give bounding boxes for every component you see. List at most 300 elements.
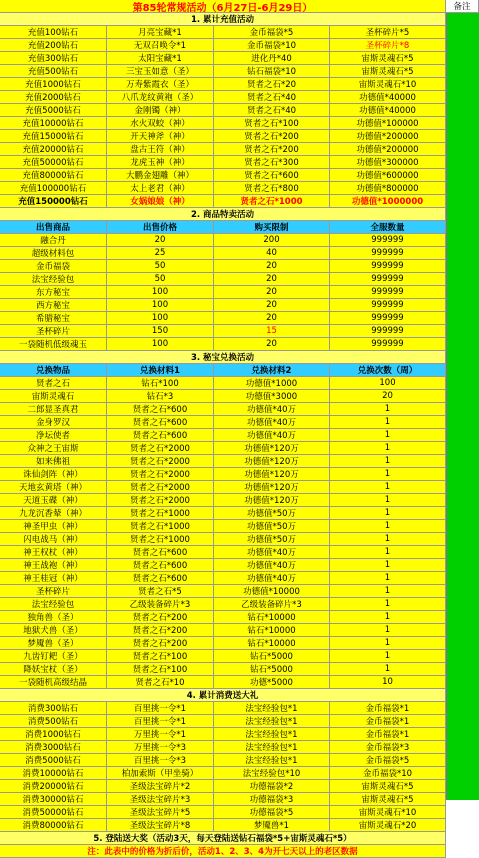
recharge-row-cell: 女娲娘娘（神） — [107, 195, 214, 208]
exchange-row-cell: 功德值*40万 — [214, 416, 330, 429]
consume-row — [0, 715, 479, 728]
recharge-row-cell: 太阳宝藏*1 — [107, 52, 214, 65]
shop-row-cell: 999999 — [330, 338, 446, 351]
exchange-row-cell: 1 — [330, 429, 446, 442]
recharge-row-cell: 宙斯灵魂石*5 — [330, 52, 446, 65]
exchange-row-cell: 1 — [330, 533, 446, 546]
recharge-row-cell: 开天神斧（神） — [107, 130, 214, 143]
recharge-row-cell: 功德值*200000 — [330, 143, 446, 156]
shop-row-cell: 100 — [107, 312, 214, 325]
recharge-row-cell: 进化丹*40 — [214, 52, 330, 65]
consume-row-cell: 梦魇兽*1 — [214, 819, 330, 832]
consume-row-cell: 金币福袋*10 — [330, 767, 446, 780]
recharge-row-cell: 功德值*800000 — [330, 182, 446, 195]
exchange-row-cell: 功德值*50万 — [214, 520, 330, 533]
section-consume-title: 4. 累计消费送大礼 — [0, 689, 446, 702]
consume-row-cell: 金币福袋*5 — [330, 754, 446, 767]
exchange-row-cell: 天地玄黄塔（神） — [0, 481, 107, 494]
exchange-row — [0, 559, 479, 572]
exchange-header-row — [0, 364, 479, 377]
consume-row-cell: 法宝经验包*1 — [214, 741, 330, 754]
exchange-row-cell: 贤者之石*600 — [107, 403, 214, 416]
exchange-row-cell: 神圣甲虫（神） — [0, 520, 107, 533]
exchange-row-cell: 神王权杖（神） — [0, 546, 107, 559]
recharge-row-cell: 金币福袋*5 — [214, 26, 330, 39]
shop-row-cell: 100 — [107, 286, 214, 299]
exchange-row-cell: 钻石*10000 — [214, 624, 330, 637]
exchange-row-cell: 贤者之石*2000 — [107, 494, 214, 507]
consume-row-cell: 宙斯灵魂石*5 — [330, 793, 446, 806]
recharge-row-cell: 功德值*100000 — [330, 117, 446, 130]
exchange-row-cell: 1 — [330, 507, 446, 520]
exchange-row-cell: 金身罗汉 — [0, 416, 107, 429]
exchange-row-cell: 贤者之石*200 — [107, 624, 214, 637]
consume-row-cell: 金币福袋*3 — [330, 741, 446, 754]
recharge-row — [0, 117, 479, 130]
exchange-row-cell: 钻石*10000 — [214, 611, 330, 624]
shop-row-cell: 圣杯碎片 — [0, 325, 107, 338]
exchange-row-cell: 降妖宝杖（圣） — [0, 663, 107, 676]
exchange-row-cell: 1 — [330, 637, 446, 650]
exchange-row-cell: 1 — [330, 455, 446, 468]
exchange-row-cell: 1 — [330, 598, 446, 611]
exchange-row-cell: 功德值*120万 — [214, 494, 330, 507]
exchange-row-cell: 诛仙剑阵（神） — [0, 468, 107, 481]
exchange-row-cell: 贤者之石*1000 — [107, 520, 214, 533]
recharge-row-cell: 充值50000钻石 — [0, 156, 107, 169]
consume-row-cell: 消费5000钻石 — [0, 754, 107, 767]
recharge-row-cell: 无双召唤令*1 — [107, 39, 214, 52]
consume-row-cell: 金币福袋*1 — [330, 728, 446, 741]
exchange-row-cell: 功德值*120万 — [214, 442, 330, 455]
shop-row-cell: 999999 — [330, 286, 446, 299]
exchange-row-cell: 贤者之石*2000 — [107, 442, 214, 455]
recharge-row-cell: 充值2000钻石 — [0, 91, 107, 104]
recharge-row-cell: 金刚镯（神） — [107, 104, 214, 117]
shop-row-cell: 100 — [107, 299, 214, 312]
exchange-row — [0, 598, 479, 611]
shop-row-cell: 999999 — [330, 247, 446, 260]
consume-row-cell: 圣级法宝碎片*2 — [107, 780, 214, 793]
consume-row-cell: 功德福袋*3 — [214, 793, 330, 806]
shop-row — [0, 286, 479, 299]
exchange-row-cell: 贤者之石*600 — [107, 416, 214, 429]
exchange-row — [0, 494, 479, 507]
consume-row-cell: 百里挑一令*3 — [107, 754, 214, 767]
exchange-row — [0, 650, 479, 663]
exchange-row — [0, 546, 479, 559]
recharge-row-cell: 充值1000钻石 — [0, 78, 107, 91]
shop-row-cell: 15 — [214, 325, 330, 338]
consume-row-cell: 消费30000钻石 — [0, 793, 107, 806]
exchange-row — [0, 468, 479, 481]
shop-row-cell: 20 — [214, 273, 330, 286]
exchange-row-cell: 1 — [330, 468, 446, 481]
exchange-row-cell: 1 — [330, 663, 446, 676]
recharge-row-cell: 金币福袋*10 — [214, 39, 330, 52]
exchange-row — [0, 533, 479, 546]
recharge-row — [0, 182, 479, 195]
consume-row-cell: 消费3000钻石 — [0, 741, 107, 754]
exchange-row-cell: 如来佛祖 — [0, 455, 107, 468]
consume-row — [0, 754, 479, 767]
recharge-row-cell: 充值100000钻石 — [0, 182, 107, 195]
shop-row — [0, 299, 479, 312]
shop-row — [0, 273, 479, 286]
recharge-row-cell: 充值5000钻石 — [0, 104, 107, 117]
consume-row-cell: 消费500钻石 — [0, 715, 107, 728]
exchange-row — [0, 455, 479, 468]
recharge-row — [0, 65, 479, 78]
exchange-row-cell: 钻石*3 — [107, 390, 214, 403]
recharge-row-cell: 钻石福袋*10 — [214, 65, 330, 78]
exchange-row-cell: 100 — [330, 377, 446, 390]
consume-row-cell: 法宝经验包*1 — [214, 715, 330, 728]
exchange-row-cell: 1 — [330, 611, 446, 624]
recharge-row — [0, 78, 479, 91]
exchange-row-cell: 钻石*10000 — [214, 637, 330, 650]
consume-row-cell: 消费20000钻石 — [0, 780, 107, 793]
consume-row-cell: 消费80000钻石 — [0, 819, 107, 832]
shop-row-cell: 希腊秘宝 — [0, 312, 107, 325]
recharge-row-cell: 贤者之石*200 — [214, 143, 330, 156]
recharge-row-cell: 充值150000钻石 — [0, 195, 107, 208]
exchange-row-cell: 功德值*3000 — [214, 390, 330, 403]
shop-row-cell: 999999 — [330, 312, 446, 325]
exchange-row-cell: 钻石*100 — [107, 377, 214, 390]
consume-row-cell: 万里挑一令*1 — [107, 728, 214, 741]
recharge-row-cell: 充值300钻石 — [0, 52, 107, 65]
exchange-row-cell: 贤者之石*10 — [107, 676, 214, 689]
consume-row — [0, 767, 479, 780]
recharge-row — [0, 130, 479, 143]
exchange-row-cell: 一袋随机高级结晶 — [0, 676, 107, 689]
shop-row — [0, 247, 479, 260]
exchange-row — [0, 481, 479, 494]
recharge-row-cell: 功德值*40000 — [330, 104, 446, 117]
exchange-row-cell: 贤者之石*1000 — [107, 533, 214, 546]
exchange-row-cell: 闪电战马（神） — [0, 533, 107, 546]
recharge-row — [0, 39, 479, 52]
exchange-row-cell: 天道玉碟（神） — [0, 494, 107, 507]
recharge-row-cell: 贤者之石*40 — [214, 104, 330, 117]
shop-row-cell: 法宝经验包 — [0, 273, 107, 286]
recharge-row-cell: 贤者之石*20 — [214, 78, 330, 91]
exchange-row-cell: 钻石*5000 — [214, 663, 330, 676]
exchange-row-cell: 法宝经验包 — [0, 598, 107, 611]
exchange-row-cell: 贤者之石*600 — [107, 429, 214, 442]
shop-row-cell: 一袋随机低级魂玉 — [0, 338, 107, 351]
exchange-row-cell: 众神之王宙斯 — [0, 442, 107, 455]
exchange-row-cell: 贤者之石*600 — [107, 546, 214, 559]
recharge-row-cell: 充值15000钻石 — [0, 130, 107, 143]
exchange-row-cell: 二郎显圣真君 — [0, 403, 107, 416]
exchange-row-cell: 功德值*40万 — [214, 559, 330, 572]
recharge-row-cell: 功德值*1000000 — [330, 195, 446, 208]
consume-row — [0, 819, 479, 832]
consume-row-cell: 法宝经验包*1 — [214, 754, 330, 767]
shop-row-cell: 50 — [107, 260, 214, 273]
shop-row-cell: 东方秘宝 — [0, 286, 107, 299]
exchange-row-cell: 1 — [330, 624, 446, 637]
recharge-row-cell: 大鹏金翅雕（神） — [107, 169, 214, 182]
shop-header-row — [0, 221, 479, 234]
shop-row-cell: 20 — [214, 338, 330, 351]
consume-row-cell: 功德福袋*5 — [214, 806, 330, 819]
exchange-row-cell: 九齿钉耙（圣） — [0, 650, 107, 663]
exchange-row-cell: 钻石*5000 — [214, 650, 330, 663]
exchange-row-cell: 乙级装备碎片*3 — [214, 598, 330, 611]
recharge-row — [0, 156, 479, 169]
exchange-row-cell: 1 — [330, 650, 446, 663]
shop-row-cell: 超级材料包 — [0, 247, 107, 260]
consume-row-cell: 宙斯灵魂石*10 — [330, 806, 446, 819]
exchange-row — [0, 624, 479, 637]
section-shop-title: 2. 商品特卖活动 — [0, 208, 446, 221]
exchange-row — [0, 637, 479, 650]
exchange-row — [0, 611, 479, 624]
exchange-row-cell: 地狱犬兽（圣） — [0, 624, 107, 637]
shop-row-cell: 20 — [214, 299, 330, 312]
shop-row — [0, 312, 479, 325]
consume-row — [0, 702, 479, 715]
recharge-row-cell: 月亮宝藏*1 — [107, 26, 214, 39]
exchange-row-cell: 1 — [330, 546, 446, 559]
exchange-row-cell: 20 — [330, 390, 446, 403]
shop-row-cell: 金币福袋 — [0, 260, 107, 273]
shop-row-cell: 25 — [107, 247, 214, 260]
shop-header-total: 全服数量 — [330, 221, 446, 234]
consume-row-cell: 宙斯灵魂石*20 — [330, 819, 446, 832]
exchange-row-cell: 贤者之石*200 — [107, 637, 214, 650]
shop-row-cell: 999999 — [330, 325, 446, 338]
exchange-row-cell: 1 — [330, 585, 446, 598]
exchange-header-mat1: 兑换材料1 — [107, 364, 214, 377]
shop-row-cell: 20 — [214, 312, 330, 325]
exchange-row — [0, 585, 479, 598]
recharge-row-cell: 充值100钻石 — [0, 26, 107, 39]
exchange-row-cell: 净坛使者 — [0, 429, 107, 442]
recharge-row-cell: 贤者之石*200 — [214, 130, 330, 143]
exchange-row-cell: 贤者之石*600 — [107, 559, 214, 572]
consume-row-cell: 消费300钻石 — [0, 702, 107, 715]
remark-header: 备注 — [446, 0, 479, 13]
exchange-row-cell: 功德值*50万 — [214, 507, 330, 520]
consume-row-cell: 百里挑一令*1 — [107, 715, 214, 728]
exchange-row-cell: 1 — [330, 442, 446, 455]
recharge-row-cell: 贤者之石*600 — [214, 169, 330, 182]
recharge-row — [0, 143, 479, 156]
exchange-row — [0, 416, 479, 429]
consume-row-cell: 消费1000钻石 — [0, 728, 107, 741]
exchange-header-item: 兑换物品 — [0, 364, 107, 377]
exchange-row-cell: 贤者之石*2000 — [107, 481, 214, 494]
shop-row-cell: 西方秘宝 — [0, 299, 107, 312]
exchange-row — [0, 429, 479, 442]
recharge-row-cell: 功德值*200000 — [330, 130, 446, 143]
exchange-row-cell: 贤者之石*100 — [107, 650, 214, 663]
exchange-row-cell: 功德值*1000 — [214, 377, 330, 390]
shop-header-price: 出售价格 — [107, 221, 214, 234]
recharge-row-cell: 八爪龙纹黄袍（圣） — [107, 91, 214, 104]
recharge-row-cell: 功德值*40000 — [330, 91, 446, 104]
exchange-row-cell: 10 — [330, 676, 446, 689]
exchange-row — [0, 507, 479, 520]
exchange-row-cell: 九龙沉香辇（神） — [0, 507, 107, 520]
shop-row-cell: 融合丹 — [0, 234, 107, 247]
shop-row-cell: 999999 — [330, 273, 446, 286]
exchange-row-cell: 独角兽（圣） — [0, 611, 107, 624]
exchange-row-cell: 梦魇兽（圣） — [0, 637, 107, 650]
consume-row-cell: 圣级法宝碎片*5 — [107, 806, 214, 819]
consume-row-cell: 功德福袋*2 — [214, 780, 330, 793]
exchange-row — [0, 676, 479, 689]
exchange-row-cell: 1 — [330, 416, 446, 429]
recharge-row-cell: 宙斯灵魂石*5 — [330, 65, 446, 78]
recharge-row — [0, 104, 479, 117]
consume-row — [0, 806, 479, 819]
exchange-row-cell: 功德值*120万 — [214, 455, 330, 468]
exchange-row-cell: 功德值*40万 — [214, 403, 330, 416]
recharge-row-cell: 太上老君（神） — [107, 182, 214, 195]
consume-row-cell: 百里挑一令*1 — [107, 702, 214, 715]
shop-row-cell: 40 — [214, 247, 330, 260]
exchange-row-cell: 功德值*120万 — [214, 468, 330, 481]
recharge-row — [0, 91, 479, 104]
recharge-row — [0, 195, 479, 208]
exchange-row-cell: 功德值*120万 — [214, 481, 330, 494]
exchange-row-cell: 1 — [330, 403, 446, 416]
consume-row-cell: 法宝经验包*1 — [214, 702, 330, 715]
recharge-row-cell: 充值10000钻石 — [0, 117, 107, 130]
consume-row-cell: 宙斯灵魂石*5 — [330, 780, 446, 793]
exchange-row-cell: 功德*5000 — [214, 676, 330, 689]
exchange-row — [0, 377, 479, 390]
section-recharge-title: 1. 累计充值活动 — [0, 13, 446, 26]
shop-row-cell: 999999 — [330, 234, 446, 247]
exchange-row-cell: 功德值*40万 — [214, 429, 330, 442]
recharge-row — [0, 52, 479, 65]
exchange-row-cell: 贤者之石*2000 — [107, 468, 214, 481]
exchange-row — [0, 663, 479, 676]
exchange-row — [0, 390, 479, 403]
exchange-row-cell: 功德值*40万 — [214, 546, 330, 559]
consume-row-cell: 法宝经验包*10 — [214, 767, 330, 780]
recharge-row-cell: 水火双蛟（神） — [107, 117, 214, 130]
exchange-row-cell: 贤者之石*200 — [107, 611, 214, 624]
recharge-row-cell: 功德值*600000 — [330, 169, 446, 182]
consume-row-cell: 消费50000钻石 — [0, 806, 107, 819]
recharge-row-cell: 贤者之石*100 — [214, 117, 330, 130]
shop-row-cell: 20 — [214, 286, 330, 299]
exchange-row-cell: 乙级装备碎片*3 — [107, 598, 214, 611]
exchange-row-cell: 神王战袍（神） — [0, 559, 107, 572]
recharge-row-cell: 贤者之石*800 — [214, 182, 330, 195]
exchange-row-cell: 圣杯碎片 — [0, 585, 107, 598]
exchange-row-cell: 神王桂冠（神） — [0, 572, 107, 585]
shop-row-cell: 20 — [214, 260, 330, 273]
recharge-row-cell: 盘古王符（神） — [107, 143, 214, 156]
consume-row-cell: 柏加索斯（甲坐骑） — [107, 767, 214, 780]
consume-row — [0, 741, 479, 754]
consume-row-cell: 法宝经验包*1 — [214, 728, 330, 741]
section-login-title: 5. 登陆送大奖（活动3天，每天登陆送钻石福袋*5+宙斯灵魂石*5） — [0, 832, 446, 845]
recharge-row-cell: 功德值*300000 — [330, 156, 446, 169]
recharge-row-cell: 贤者之石*300 — [214, 156, 330, 169]
recharge-row-cell: 贤者之石*1000 — [214, 195, 330, 208]
exchange-row-cell: 1 — [330, 572, 446, 585]
shop-row-cell: 200 — [214, 234, 330, 247]
shop-row-cell: 20 — [107, 234, 214, 247]
exchange-row — [0, 572, 479, 585]
shop-row — [0, 234, 479, 247]
shop-row-cell: 50 — [107, 273, 214, 286]
recharge-row-cell: 三宝玉如意（圣） — [107, 65, 214, 78]
recharge-row — [0, 26, 479, 39]
recharge-row-cell: 充值500钻石 — [0, 65, 107, 78]
shop-row — [0, 338, 479, 351]
exchange-row-cell: 贤者之石*1000 — [107, 507, 214, 520]
exchange-row — [0, 442, 479, 455]
recharge-row-cell: 贤者之石*40 — [214, 91, 330, 104]
consume-row-cell: 圣级法宝碎片*3 — [107, 793, 214, 806]
exchange-row-cell: 贤者之石 — [0, 377, 107, 390]
shop-row — [0, 260, 479, 273]
shop-row-cell: 150 — [107, 325, 214, 338]
recharge-row-cell: 圣杯碎片*5 — [330, 26, 446, 39]
exchange-row-cell: 功德值*40万 — [214, 572, 330, 585]
page-title: 第85轮常规活动（6月27日-6月29日） — [0, 0, 446, 13]
exchange-row-cell: 1 — [330, 494, 446, 507]
shop-row — [0, 325, 479, 338]
recharge-row-cell: 龙虎玉神（神） — [107, 156, 214, 169]
recharge-row-cell: 充值20000钻石 — [0, 143, 107, 156]
consume-row-cell: 金币福袋*1 — [330, 715, 446, 728]
exchange-row-cell: 贤者之石*2000 — [107, 455, 214, 468]
recharge-row-cell: 圣杯碎片*8 — [330, 39, 446, 52]
consume-row-cell: 圣级法宝碎片*8 — [107, 819, 214, 832]
recharge-row-cell: 充值200钻石 — [0, 39, 107, 52]
consume-row-cell: 万里挑一令*3 — [107, 741, 214, 754]
exchange-header-count: 兑换次数（周） — [330, 364, 446, 377]
exchange-row — [0, 520, 479, 533]
exchange-row-cell: 宙斯灵魂石 — [0, 390, 107, 403]
consume-row — [0, 780, 479, 793]
exchange-row-cell: 贤者之石*100 — [107, 663, 214, 676]
exchange-row-cell: 功德值*50万 — [214, 533, 330, 546]
shop-row-cell: 999999 — [330, 260, 446, 273]
exchange-row-cell: 1 — [330, 520, 446, 533]
consume-row-cell: 消费10000钻石 — [0, 767, 107, 780]
exchange-row-cell: 1 — [330, 481, 446, 494]
section-exchange-title: 3. 秘宝兑换活动 — [0, 351, 446, 364]
exchange-row-cell: 1 — [330, 559, 446, 572]
recharge-row — [0, 169, 479, 182]
recharge-row-cell: 充值80000钻石 — [0, 169, 107, 182]
consume-row-cell: 金币福袋*1 — [330, 702, 446, 715]
recharge-row-cell: 宙斯灵魂石*10 — [330, 78, 446, 91]
exchange-row-cell: 贤者之石*600 — [107, 572, 214, 585]
footnote: 注：此表中的价格为折后价，活动1、2、3、4为开七天以上的老区数据 — [0, 845, 446, 858]
recharge-row-cell: 万寿紫霞衣（圣） — [107, 78, 214, 91]
exchange-row-cell: 功德值*10000 — [214, 585, 330, 598]
exchange-row — [0, 403, 479, 416]
exchange-header-mat2: 兑换材料2 — [214, 364, 330, 377]
consume-row — [0, 728, 479, 741]
shop-header-limit: 购买限制 — [214, 221, 330, 234]
exchange-row-cell: 贤者之石*5 — [107, 585, 214, 598]
shop-header-item: 出售商品 — [0, 221, 107, 234]
